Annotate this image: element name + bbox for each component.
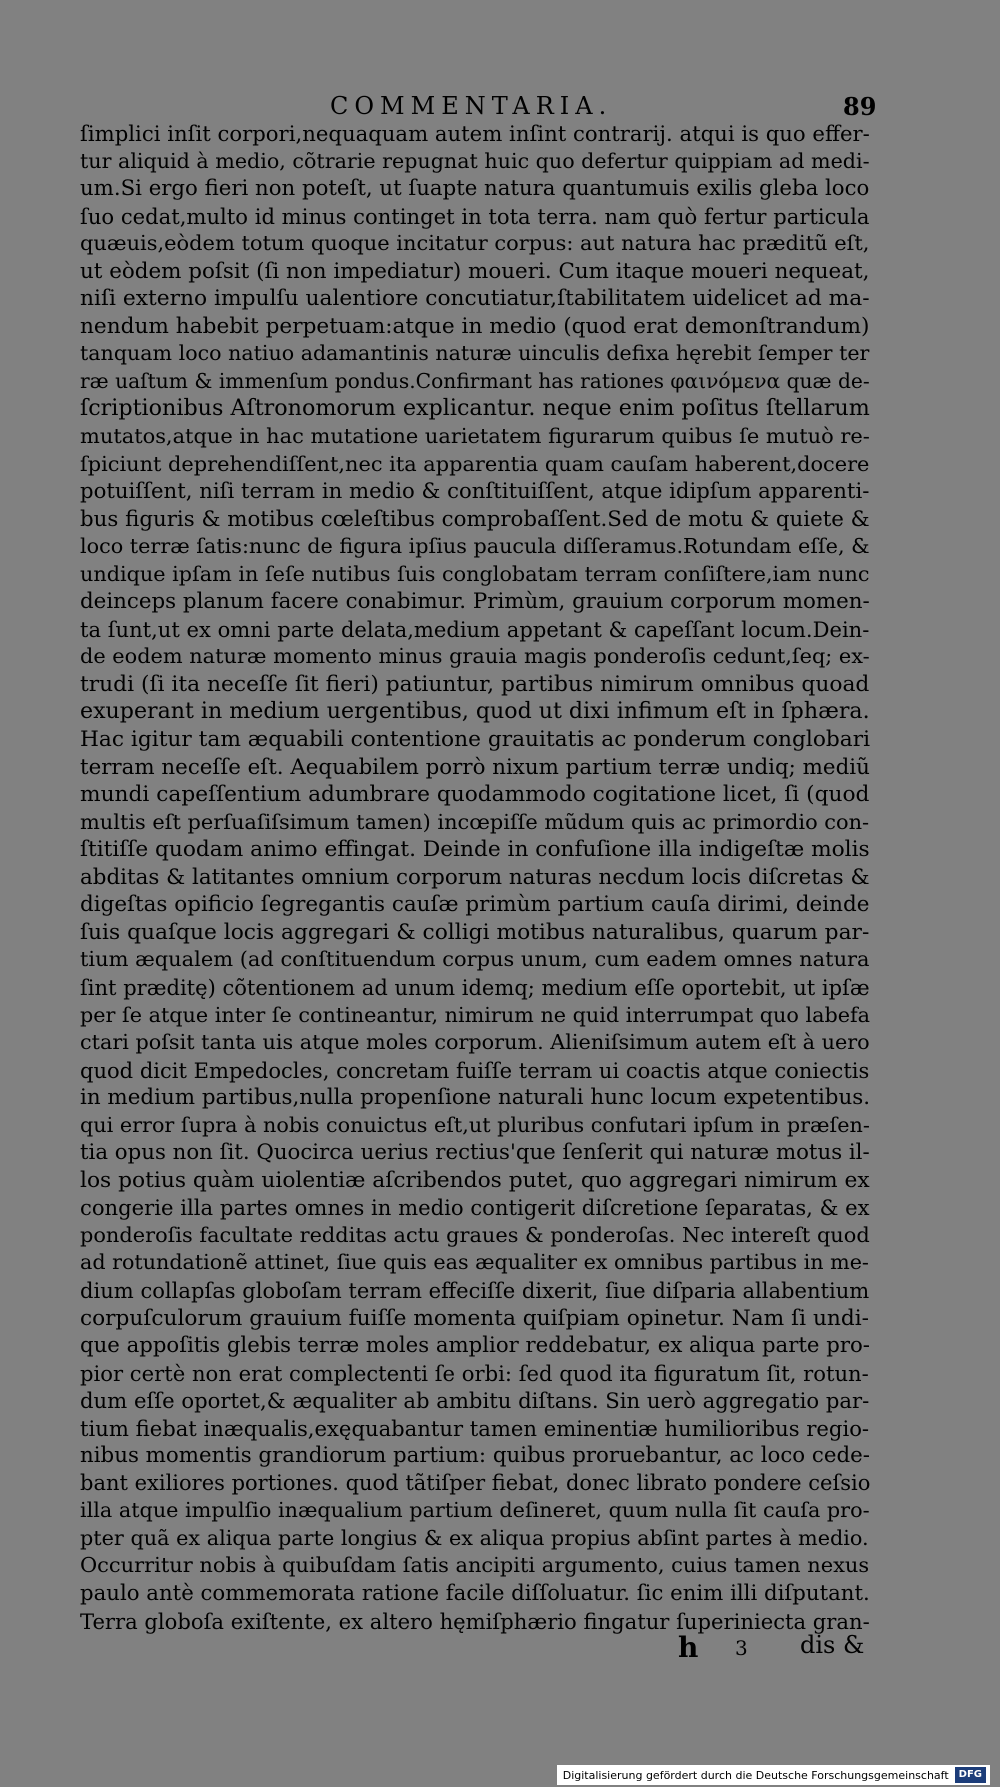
text-line: Occurritur nobis à quibuſdam ſatis ancipiti argumento, cuius tamen nexus xyxy=(80,1553,870,1578)
text-line: ſint præditę) cõtentionem ad unum idemq; medium eſſe oportebit, ut ipſæ xyxy=(80,974,870,1000)
body-text xyxy=(80,120,870,1635)
page-number: 89 xyxy=(843,92,877,121)
digitization-footer xyxy=(557,1765,990,1785)
text-line: um.Si ergo fieri non poteſt, ut ſuapte natura quantumuis exilis gleba loco xyxy=(80,176,870,202)
text-line: multis eſt perſuaſiſsimum tamen) incœpiſſe mũdum quis ac primordio con- xyxy=(80,809,870,834)
text-line: quod dicit Empedocles, concretam fuiſſe terram ui coactis atque coniectis xyxy=(80,1057,870,1083)
signature-mark: h xyxy=(678,1631,699,1664)
text-line: ſtitiſſe quodam animo effingat. Deinde in confuſione illa indigeſtæ molis xyxy=(80,837,870,863)
text-line: ſimplici inſit corpori,nequaquam autem inſint contrarij. atqui is quo effer- xyxy=(80,121,870,146)
text-line: nibus momentis grandiorum partium: quibus proruebantur, ac loco cede- xyxy=(80,1443,870,1469)
text-line: Hac igitur tam æquabili contentione grauitatis ac ponderum conglobari xyxy=(80,727,870,753)
catchword: dis & xyxy=(800,1631,865,1659)
text-line: nendum habebit perpetuam:atque in medio (quod erat demonſtrandum) xyxy=(80,313,870,339)
text-line: ſpiciunt deprehendiſſent,nec ita apparentia quam cauſam haberent,docere xyxy=(80,451,870,476)
text-line: ſcriptionibus Aſtronomorum explicantur. neque enim poſitus ſtellarum xyxy=(80,395,870,422)
footer-credit: Digitalisierung gefördert durch die Deutsche Forschungsgemeinschaft xyxy=(562,1768,949,1782)
text-line: tium fiebat inæqualis,exęquabantur tamen eminentiæ humilioribus regio- xyxy=(80,1415,870,1441)
text-line: qui error ſupra à nobis conuictus eſt,ut pluribus confutari ipſum in præſen- xyxy=(80,1112,870,1137)
signature-number: 3 xyxy=(735,1636,748,1660)
text-line: ut eòdem poſsit (ſi non impediatur) moueri. Cum itaque moueri nequeat, xyxy=(80,258,870,284)
text-line: undique ipſam in ſeſe nutibus ſuis conglobatam terram conſiſtere,iam nunc xyxy=(80,561,870,586)
text-line: ſuo cedat,multo id minus continget in tota terra. nam quò fertur particula xyxy=(80,203,870,229)
text-line: digeſtas opificio ſegregantis cauſæ primùm partium cauſa dirimi, deinde xyxy=(80,892,870,918)
text-line: bant exiliores portiones. quod tãtiſper fiebat, donec librato pondere ceſsio xyxy=(80,1470,870,1495)
dfg-logo: DFG xyxy=(955,1767,986,1783)
text-line: quæuis,eòdem totum quoque incitatur corpus: aut natura hac præditũ eſt, xyxy=(80,231,870,256)
text-line: corpuſculorum grauium fuiſſe momenta quiſpiam opinetur. Nam ſi undi- xyxy=(80,1305,869,1331)
text-line: ctari poſsit tanta uis atque moles corporum. Alieniſsimum autem eſt à uero xyxy=(80,1030,870,1055)
text-line: paulo antè commemorata ratione facile diſſoluatur. ſic enim illi diſputant. xyxy=(80,1580,870,1606)
text-line: de eodem naturæ momento minus grauia magis ponderoſis cedunt,ſeq; ex- xyxy=(80,644,870,669)
text-line: ponderoſis facultate redditas actu graues & ponderoſas. Nec intereſt quod xyxy=(80,1222,870,1247)
text-line: ræ uaſtum & immenſum pondus.Confirmant has rationes φαινόμενα quæ de- xyxy=(80,368,870,393)
text-line: per ſe atque inter ſe contineantur, nimirum ne quid interrumpat quo labefa xyxy=(80,1002,870,1027)
text-line: ad rotundationẽ attinet, ſiue quis eas æqualiter ex omnibus partibus in me- xyxy=(80,1250,869,1275)
text-line: dium collapſas globoſam terram effeciſſe dixerit, ſiue diſparia allabentium xyxy=(80,1277,870,1303)
text-line: congerie illa partes omnes in medio contigerit diſcretione ſeparatas, & ex xyxy=(80,1195,870,1221)
text-line: potuiſſent, niſi terram in medio & conſtituiſſent, atque idipſum apparenti- xyxy=(80,479,870,505)
text-line: mutatos,atque in hac mutatione uarietatem figurarum quibus ſe mutuò re- xyxy=(80,424,870,449)
text-line: illa atque impulſio inæqualium partium deſineret, quum nulla ſit cauſa pro- xyxy=(80,1498,870,1523)
text-line: trudi (ſi ita neceſſe ſit fieri) patiuntur, partibus nimirum omnibus quoad xyxy=(80,671,870,697)
text-line: tia opus non ſit. Quocirca uerius rectius'que ſenſerit qui naturæ motus il- xyxy=(80,1140,870,1166)
text-line: tur aliquid à medio, cõtrarie repugnat huic quo defertur quippiam ad medi- xyxy=(80,148,870,173)
text-line: que appoſitis glebis terræ moles amplior reddebatur, ex aliqua parte pro- xyxy=(80,1333,870,1359)
text-line: tium æqualem (ad conſtituendum corpus unum, cum eadem omnes natura xyxy=(80,947,870,972)
text-line: Terra globoſa exiſtente, ex altero hęmiſphærio fingatur ſuperiniecta gran- xyxy=(80,1608,870,1634)
text-line: terram neceſſe eſt. Aequabilem porrò nixum partium terræ undiq; mediũ xyxy=(80,754,870,780)
text-line: pior certè non erat complectenti ſe orbi: ſed quod ita figuratum ſit, rotun- xyxy=(80,1360,869,1386)
text-line: deinceps planum facere conabimur. Primùm, grauium corporum momen- xyxy=(80,589,870,615)
text-line: ſuis quaſque locis aggregari & colligi motibus naturalibus, quarum par- xyxy=(80,919,870,945)
text-line: loco terræ ſatis:nunc de figura ipſius paucula diſſeramus.Rotundam eſſe, & xyxy=(80,534,870,559)
running-head: COMMENTARIA. xyxy=(330,92,613,120)
text-line: dum eſſe oportet,& æqualiter ab ambitu diſtans. Sin uerò aggregatio par- xyxy=(80,1388,870,1414)
text-line: mundi capeſſentium adumbrare quodammodo cogitatione licet, ſi (quod xyxy=(80,782,870,808)
text-line: abditas & latitantes omnium corporum naturas necdum locis diſcretas & xyxy=(80,864,870,890)
text-line: bus figuris & motibus cœleſtibus comprobaſſent.Sed de motu & quiete & xyxy=(80,506,870,532)
text-line: exuperant in medium uergentibus, quod ut dixi infimum eſt in ſphæra. xyxy=(80,698,870,725)
text-line: ta ſunt,ut ex omni parte delata,medium appetant & capeſſant locum.Dein- xyxy=(80,616,870,642)
text-line: los potius quàm uiolentiæ aſcribendos putet, quo aggregari nimirum ex xyxy=(80,1167,870,1193)
text-line: tanquam loco natiuo adamantinis naturæ uinculis defixa hęrebit ſemper ter xyxy=(80,341,870,366)
text-line: pter quã ex aliqua parte longius & ex aliqua propius abſint partes à medio. xyxy=(80,1525,869,1550)
text-line: niſi externo impulſu ualentiore concutiatur,ſtabilitatem uidelicet ad ma- xyxy=(80,286,870,312)
text-line: in medium partibus,nulla propenſione naturali hunc locum expetentibus. xyxy=(80,1085,870,1111)
